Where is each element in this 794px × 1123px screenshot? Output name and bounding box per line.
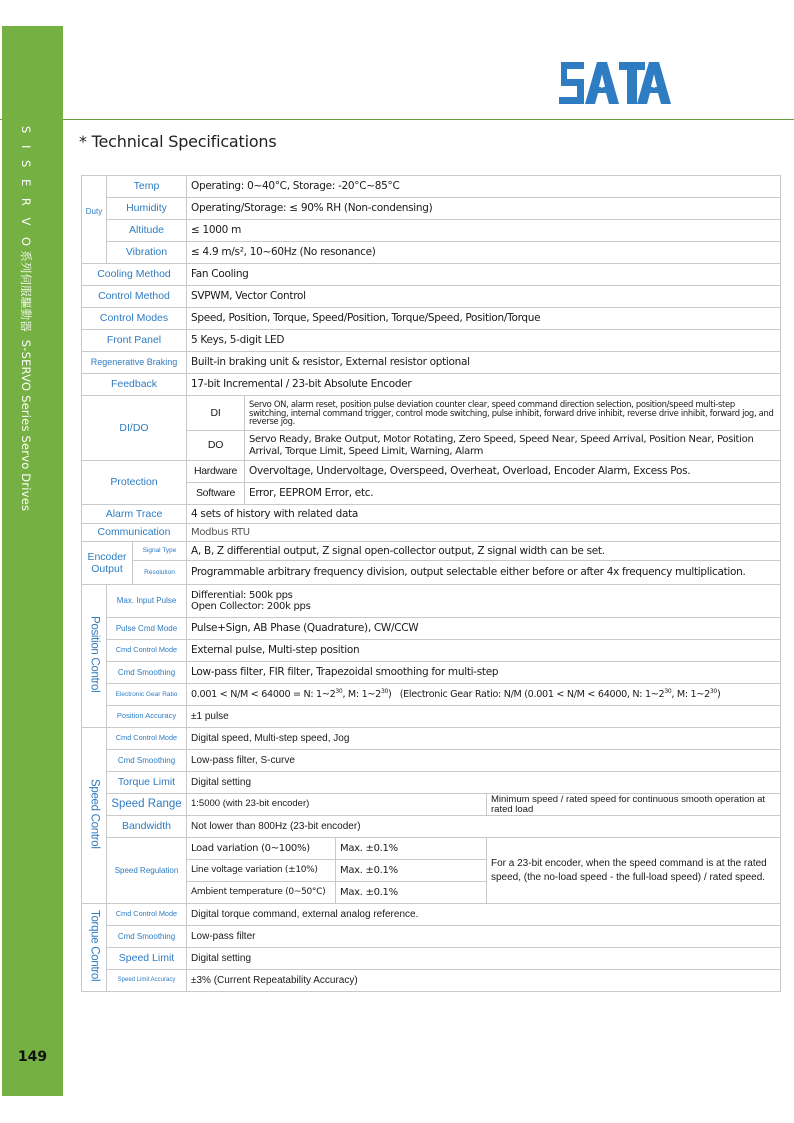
row-value-signal-type: A, B, Z differential output, Z signal open-collector output, Z signal width can be set. (187, 542, 781, 561)
row-label-trq-cmd-control-mode: Cmd Control Mode (107, 904, 187, 926)
row-label-front-panel: Front Panel (82, 330, 187, 352)
row-value-trq-cmd-control-mode: Digital torque command, external analog reference. (187, 904, 781, 926)
row-value-spd-cmd-smoothing: Low-pass filter, S-curve (187, 750, 781, 772)
row-label-spd-cmd-smoothing: Cmd Smoothing (107, 750, 187, 772)
row-value-speed-range: 1:5000 (with 23-bit encoder) (187, 794, 487, 816)
table-row (82, 461, 781, 483)
series-title-en: S-SERVO Series Servo Drives (19, 339, 33, 512)
table-row (82, 706, 781, 728)
row-label-speed-range: Speed Range (107, 794, 187, 816)
table-row (82, 728, 781, 750)
table-row (82, 585, 781, 618)
sub-label-hardware: Hardware (187, 461, 245, 483)
row-value-front-panel: 5 Keys, 5-digit LED (187, 330, 781, 352)
row-value-pos-cmd-control-mode: External pulse, Multi-step position (187, 640, 781, 662)
row-note-speed-range: Minimum speed / rated speed for continuous smooth operation at rated load (487, 794, 781, 816)
table-row (82, 505, 781, 524)
row-value-alarm-trace: 4 sets of history with related data (187, 505, 781, 524)
table-row (82, 794, 781, 816)
row-label-max-input-pulse: Max. Input Pulse (107, 585, 187, 618)
group-label-encoder-output: Encoder Output (82, 542, 133, 585)
row-label-control-modes: Control Modes (82, 308, 187, 330)
header-rule (63, 119, 794, 120)
row-label-gear-ratio: Electronic Gear Ratio (107, 684, 187, 706)
row-value-hardware: Overvoltage, Undervoltage, Overspeed, Overheat, Overload, Encoder Alarm, Excess Pos. (245, 461, 781, 483)
group-label-protection: Protection (82, 461, 187, 505)
row-value-position-accuracy: ±1 pulse (187, 706, 781, 728)
row-label-position-accuracy: Position Accuracy (107, 706, 187, 728)
table-row (82, 948, 781, 970)
row-label-humidity: Humidity (107, 198, 187, 220)
table-row (82, 242, 781, 264)
row-label-altitude: Altitude (107, 220, 187, 242)
row-label-spd-cmd-control-mode: Cmd Control Mode (107, 728, 187, 750)
regulation-condition: Ambient temperature (0~50°C) (187, 882, 336, 904)
regulation-value: Max. ±0.1% (336, 860, 487, 882)
row-value-bandwidth: Not lower than 800Hz (23-bit encoder) (187, 816, 781, 838)
regulation-condition: Line voltage variation (±10%) (187, 860, 336, 882)
side-banner-title (18, 126, 34, 511)
row-label-torque-limit: Torque Limit (107, 772, 187, 794)
table-row (82, 838, 781, 860)
row-label-speed-limit-accuracy: Speed Limit Accuracy (107, 970, 187, 992)
row-label-pulse-cmd-mode: Pulse Cmd Mode (107, 618, 187, 640)
row-value-pulse-cmd-mode: Pulse+Sign, AB Phase (Quadrature), CW/CCW (187, 618, 781, 640)
row-value-regen-braking: Built-in braking unit & resistor, External resistor optional (187, 352, 781, 374)
sub-label-signal-type: Signal Type (133, 542, 187, 561)
table-row (82, 396, 781, 431)
group-label-torque-control: Torque Control (82, 904, 107, 992)
table-row (82, 750, 781, 772)
row-value-di: Servo ON, alarm reset, position pulse deviation counter clear, speed command direction selection, position/speed multi-step switching, internal command trigger, control mode switching, pulse inhibit, forward drive inhibit, reverse drive inhibit, forward jog, and reverse jog. (245, 396, 781, 431)
table-row (82, 198, 781, 220)
sata-logo (557, 62, 673, 104)
regulation-condition: Load variation (0~100%) (187, 838, 336, 860)
table-row (82, 561, 781, 585)
row-label-bandwidth: Bandwidth (107, 816, 187, 838)
table-row (82, 684, 781, 706)
row-value-cooling: Fan Cooling (187, 264, 781, 286)
table-row (82, 662, 781, 684)
table-row (82, 904, 781, 926)
row-label-communication: Communication (82, 524, 187, 542)
spec-table (81, 175, 781, 992)
table-row (82, 970, 781, 992)
row-label-vibration: Vibration (107, 242, 187, 264)
row-value-do: Servo Ready, Brake Output, Motor Rotating, Zero Speed, Speed Near, Speed Arrival, Position Near, Position Arrival, Torque Limit, Speed Limit, Warning, Alarm (245, 431, 781, 461)
series-title-cn: 系列伺服驅動器 (19, 250, 33, 333)
table-row (82, 483, 781, 505)
row-value-control-method: SVPWM, Vector Control (187, 286, 781, 308)
section-title: * Technical Specifications (79, 132, 277, 151)
table-row (82, 308, 781, 330)
table-row (82, 431, 781, 461)
table-row (82, 618, 781, 640)
row-label-cooling: Cooling Method (82, 264, 187, 286)
page-number: 149 (17, 1049, 48, 1065)
row-value-spd-cmd-control-mode: Digital speed, Multi-step speed, Jog (187, 728, 781, 750)
row-value-speed-limit-accuracy: ±3% (Current Repeatability Accuracy) (187, 970, 781, 992)
row-value-software: Error, EEPROM Error, etc. (245, 483, 781, 505)
series-code: S I S E R V O (19, 126, 33, 251)
group-label-position-control: Position Control (82, 585, 107, 728)
group-label-speed-control: Speed Control (82, 728, 107, 904)
table-row (82, 542, 781, 561)
group-label-duty: Duty (82, 176, 107, 264)
sub-label-di: DI (187, 396, 245, 431)
group-label-dido: DI/DO (82, 396, 187, 461)
row-value-speed-limit: Digital setting (187, 948, 781, 970)
table-row (82, 264, 781, 286)
row-value-trq-cmd-smoothing: Low-pass filter (187, 926, 781, 948)
regulation-value: Max. ±0.1% (336, 838, 487, 860)
table-row (82, 176, 781, 198)
row-value-resolution: Programmable arbitrary frequency division, output selectable either before or after 4x frequency multiplication. (187, 561, 781, 585)
row-label-pos-cmd-control-mode: Cmd Control Mode (107, 640, 187, 662)
table-row (82, 374, 781, 396)
row-value-max-input-pulse: Differential: 500k pps Open Collector: 200k pps (187, 585, 781, 618)
row-value-feedback: 17-bit Incremental / 23-bit Absolute Encoder (187, 374, 781, 396)
row-value-vibration: ≤ 4.9 m/s², 10~60Hz (No resonance) (187, 242, 781, 264)
table-row (82, 352, 781, 374)
table-row (82, 524, 781, 542)
sub-label-do: DO (187, 431, 245, 461)
row-value-temp: Operating: 0~40°C, Storage: -20°C~85°C (187, 176, 781, 198)
row-label-alarm-trace: Alarm Trace (82, 505, 187, 524)
row-value-torque-limit: Digital setting (187, 772, 781, 794)
sub-label-resolution: Resolution (133, 561, 187, 585)
header-rule-left (0, 119, 2, 120)
row-value-humidity: Operating/Storage: ≤ 90% RH (Non-condensing) (187, 198, 781, 220)
row-label-pos-cmd-smoothing: Cmd Smoothing (107, 662, 187, 684)
row-label-regen-braking: Regenerative Braking (82, 352, 187, 374)
regulation-value: Max. ±0.1% (336, 882, 487, 904)
table-row (82, 772, 781, 794)
table-row (82, 330, 781, 352)
sub-label-software: Software (187, 483, 245, 505)
table-row (82, 816, 781, 838)
row-label-speed-regulation: Speed Regulation (107, 838, 187, 904)
row-value-pos-cmd-smoothing: Low-pass filter, FIR filter, Trapezoidal smoothing for multi-step (187, 662, 781, 684)
table-row (82, 286, 781, 308)
row-label-temp: Temp (107, 176, 187, 198)
row-label-speed-limit: Speed Limit (107, 948, 187, 970)
row-value-communication: Modbus RTU (187, 524, 781, 542)
row-label-feedback: Feedback (82, 374, 187, 396)
table-row (82, 220, 781, 242)
table-row (82, 640, 781, 662)
row-value-altitude: ≤ 1000 m (187, 220, 781, 242)
row-label-control-method: Control Method (82, 286, 187, 308)
table-row (82, 926, 781, 948)
regulation-note: For a 23-bit encoder, when the speed command is at the rated speed, (the no-load speed - the full-load speed) / rated speed. (487, 838, 781, 904)
row-value-control-modes: Speed, Position, Torque, Speed/Position, Torque/Speed, Position/Torque (187, 308, 781, 330)
row-value-gear-ratio: 0.001 < N/M < 64000 = N: $1\sim 2^{30}$, M: $1\sim 2^{30}$) (Electronic Gear Ratio: N/M (0.001 < N/M < 64000, N: $1\sim 2^{30}$, M: $1\sim 2^{30}$) (187, 684, 781, 706)
row-label-trq-cmd-smoothing: Cmd Smoothing (107, 926, 187, 948)
